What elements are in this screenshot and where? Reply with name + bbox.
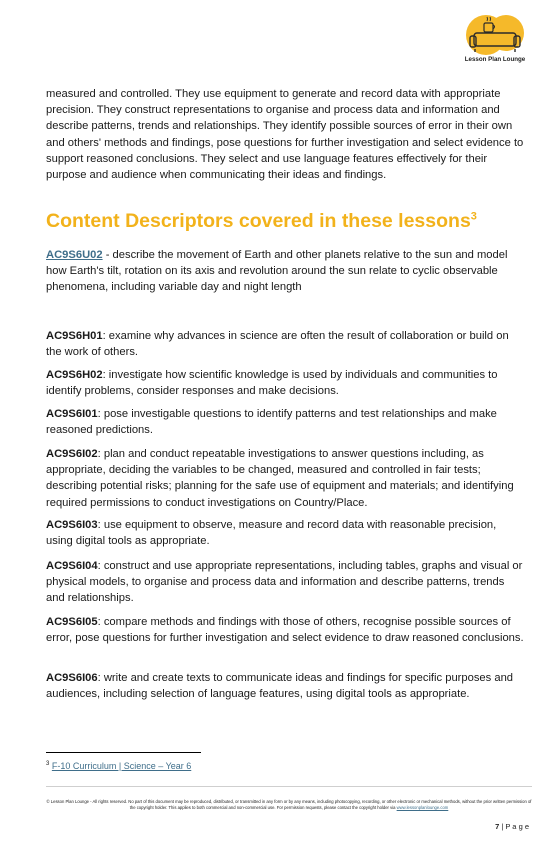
heading-footnote-ref: 3 — [470, 210, 477, 223]
footnote-number: 3 — [46, 761, 50, 767]
couch-coffee-icon — [462, 15, 528, 57]
descriptor-code: AC9S6I01 — [46, 408, 98, 420]
descriptor-text: : write and create texts to communicate ideas and findings for specific purposes and audiences, including selection of language features, using digital tools as appropriate. — [46, 672, 514, 701]
descriptor-code: AC9S6I04 — [46, 560, 98, 572]
descriptor-item — [46, 517, 526, 549]
descriptor-code: AC9S6I03 — [46, 519, 98, 531]
section-heading-text: Content Descriptors covered in these lessons — [46, 210, 471, 232]
descriptor-text: : plan and conduct repeatable investigations to answer questions including, as appropriate, deciding the variables to be changed, measured and controlled in fair tests; describing potential risks; planning for the safe use of equipment and materials; and identifying required permissions to conduct investigations on Country/Place. — [46, 448, 514, 509]
descriptor-code: AC9S6H01 — [46, 330, 103, 342]
descriptor-item — [46, 670, 526, 702]
descriptor-text: : examine why advances in science are often the result of collaboration or build on the work of others. — [46, 330, 509, 359]
descriptor-text: : use equipment to observe, measure and record data with reasonable precision, using digital tools as appropriate. — [46, 519, 497, 548]
descriptor-code: AC9S6I06 — [46, 672, 98, 684]
descriptor-text: : compare methods and findings with those of others, recognise possible sources of error, pose questions for further investigation and select evidence to draw reasoned conclusions. — [46, 616, 524, 645]
footnote-divider — [46, 752, 201, 753]
descriptor-item — [46, 558, 526, 607]
logo-text: Lesson Plan Lounge — [464, 56, 526, 63]
descriptor-item — [46, 406, 526, 438]
descriptor-main — [46, 247, 526, 296]
page-number — [495, 822, 529, 831]
page-label: | P a g e — [501, 822, 529, 831]
descriptor-item — [46, 446, 526, 511]
descriptor-text: : pose investigable questions to identify patterns and test relationships and make reasoned predictions. — [46, 408, 497, 437]
footnote — [46, 761, 191, 771]
brand-logo — [462, 15, 528, 67]
section-heading — [46, 210, 477, 233]
footer-divider — [46, 786, 532, 787]
page-number-value: 7 — [495, 822, 500, 831]
website-link[interactable]: www.lessonplanlounge.com — [396, 805, 449, 811]
descriptor-code: AC9S6I05 — [46, 616, 98, 628]
descriptor-item — [46, 367, 526, 399]
copyright-notice — [46, 799, 532, 811]
descriptor-code-link[interactable]: AC9S6U02 — [46, 249, 103, 261]
descriptor-text: : investigate how scientific knowledge is used by individuals and communities to identify problems, consider responses and make decisions. — [46, 369, 498, 398]
descriptor-text: : construct and use appropriate representations, including tables, graphs and visual or physical models, to organise and process data and information and describe patterns, trends and relationships. — [46, 560, 523, 605]
descriptor-main-text: - describe the movement of Earth and other planets relative to the sun and model how Earth's tilt, rotation on its axis and revolution around the sun relate to cyclic observable phenomena, including variable day and night length — [46, 249, 508, 294]
descriptor-code: AC9S6H02 — [46, 369, 103, 381]
copyright-text: © Lesson Plan Lounge - All rights reserved. No part of this document may be reproduced, distributed, or transmitted in any form or by any means, including photocopying, recording, or other electronic or mechanical methods, without the prior written permission of the copyright holder. This applies to both commercial and non-commercial use. For permission requests, please contact the copyright holder via — [46, 799, 532, 811]
descriptor-code: AC9S6I02 — [46, 448, 98, 460]
descriptor-item — [46, 328, 526, 360]
intro-paragraph: measured and controlled. They use equipment to generate and record data with appropriate precision. They construct representations to organise and process data and information and describe patterns, trends and relationships. They identify possible sources of error in their own and others' methods and findings, pose questions for further investigation and select evidence to support reasoned conclusions. They select and use language features effectively for their purpose and audience when communicating their ideas and findings. — [46, 88, 524, 182]
footnote-link[interactable]: F-10 Curriculum | Science – Year 6 — [51, 761, 192, 771]
descriptor-item — [46, 614, 526, 646]
